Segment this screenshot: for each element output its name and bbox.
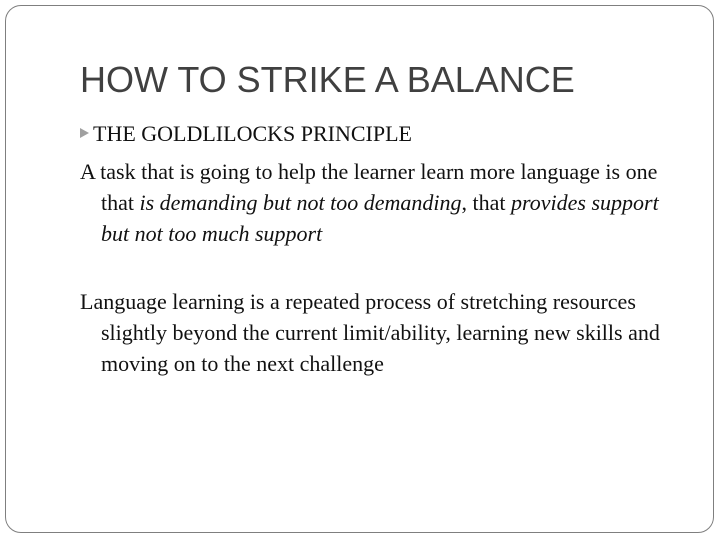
bullet-text: THE GOLDLILOCKS PRINCIPLE: [93, 121, 412, 146]
paragraph1-text-b: , that: [461, 190, 512, 215]
paragraph1-italic-b: provides support but not too much support: [101, 190, 659, 246]
bullet-triangle-icon: [80, 128, 89, 138]
bullet-item: [80, 120, 412, 148]
paragraph1-text-a: A task that is going to help the learner learn more language is one that: [80, 159, 658, 215]
paragraph-goldilocks-definition: [80, 156, 671, 249]
paragraph-language-learning: Language learning is a repeated process of stretching resources slightly beyond the current limit/ability, learning new skills and moving on to the next challenge: [80, 289, 660, 376]
paragraph1-italic-a: is demanding but not too demanding: [139, 190, 462, 215]
slide-title: HOW TO STRIKE A BALANCE: [80, 59, 575, 100]
